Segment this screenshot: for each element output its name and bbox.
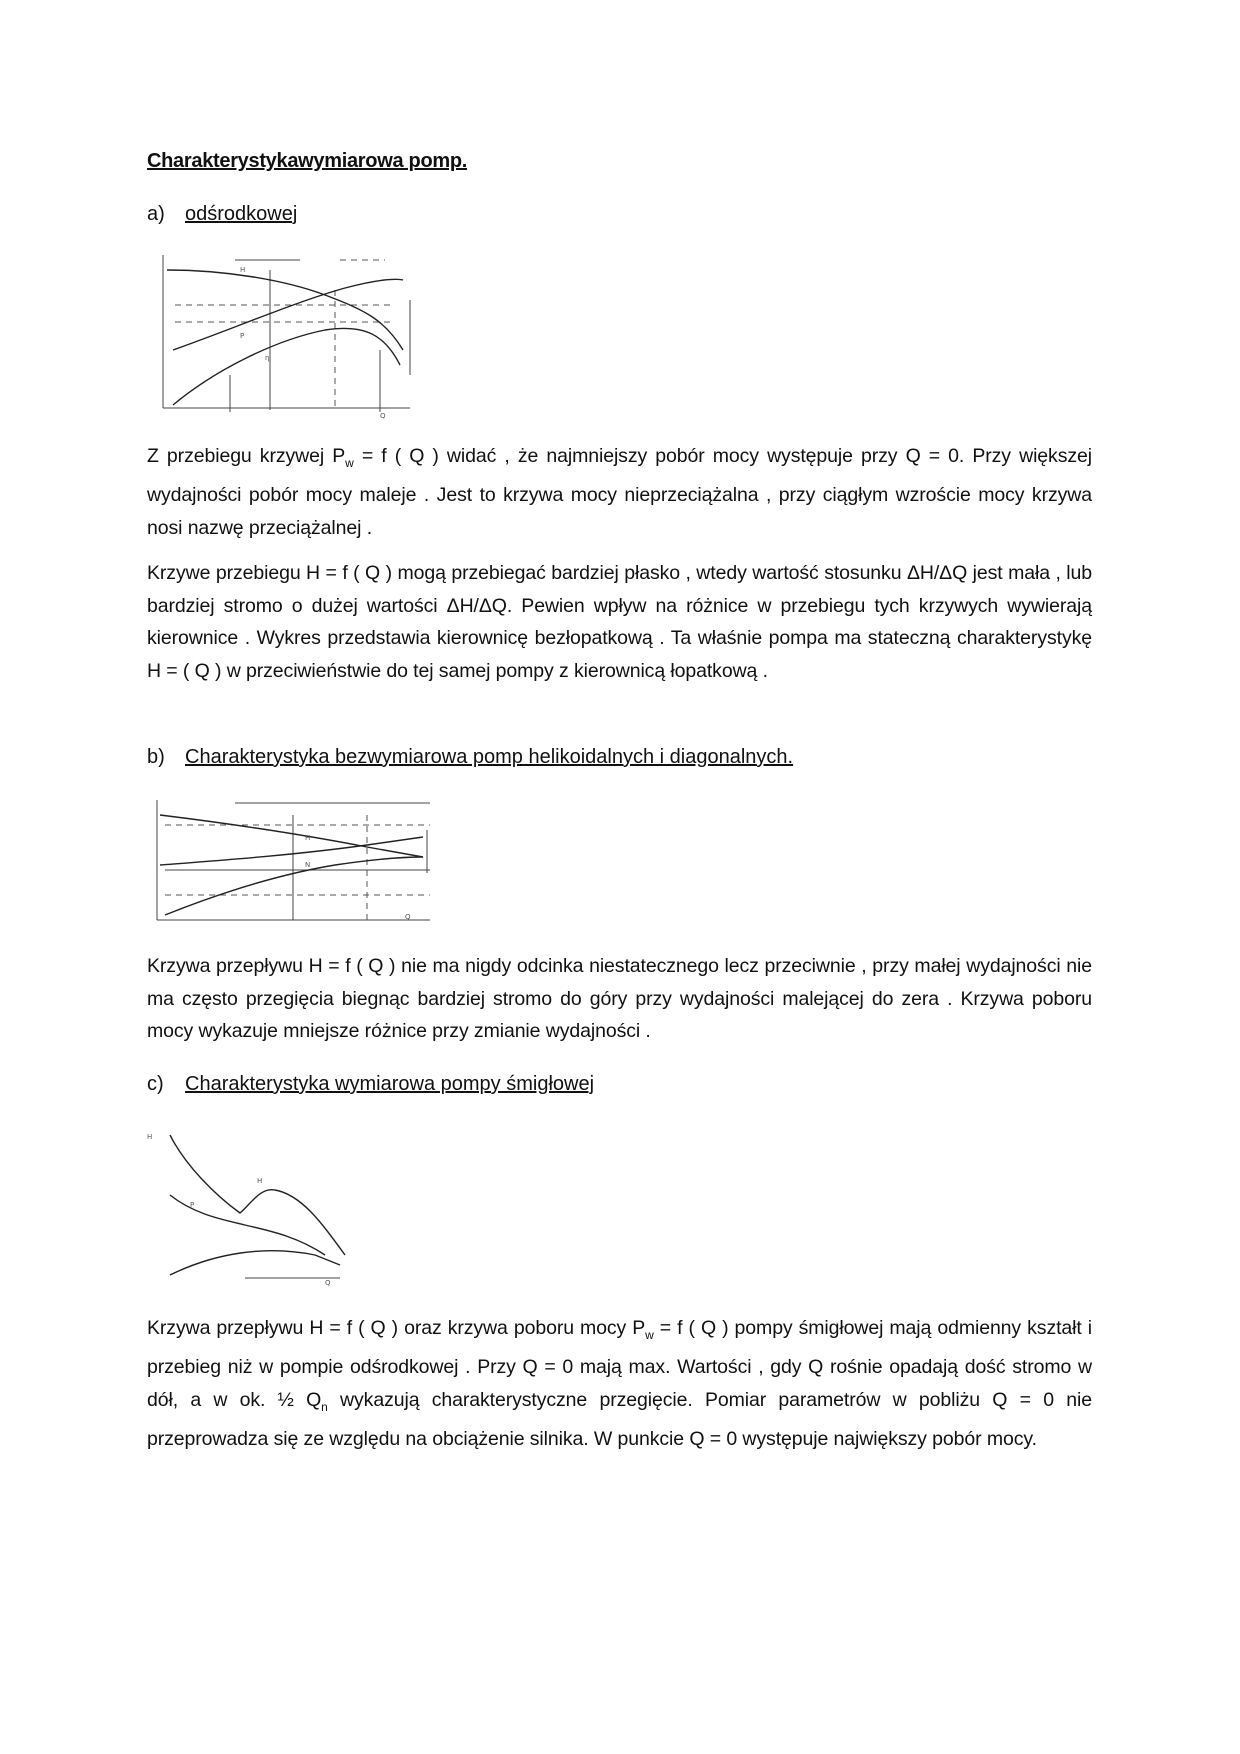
svg-text:Q: Q: [405, 913, 411, 921]
section-a-title: odśrodkowej: [185, 203, 298, 225]
svg-text:H: H: [305, 834, 311, 842]
section-a-marker: a): [147, 203, 165, 225]
figure-propeller-pump-characteristic: [145, 1125, 360, 1295]
section-c-heading: [147, 1073, 594, 1096]
para-c-subscript-2: n: [321, 1399, 328, 1414]
para-a1-subscript: w: [345, 455, 354, 470]
section-b-marker: b): [147, 746, 165, 768]
svg-text:P: P: [190, 1201, 195, 1209]
document-title: Charakterystykawymiarowa pomp.: [147, 150, 468, 172]
svg-text:P: P: [240, 332, 245, 340]
para-c-subscript-1: w: [645, 1327, 654, 1342]
section-c-marker: c): [147, 1073, 164, 1095]
figure-helical-diagonal-pump-characteristic: [145, 795, 435, 925]
section-b-heading: [147, 746, 793, 769]
para-a1-text-2: = f ( Q ) widać , że najmniejszy pobór mocy występuje przy Q = 0. Przy większej wydajności pobór mocy maleje . Jest to krzywa mocy nieprzeciążalna , przy ciągłym wzroście mocy krzywa nosi nazwę przeciążalnej .: [147, 445, 1092, 539]
para-c-text-1: Krzywa przepływu H = f ( Q ) oraz krzywa poboru mocy P: [147, 1317, 646, 1339]
section-a-paragraph-2: Krzywe przebiegu H = f ( Q ) mogą przebiegać bardziej płasko , wtedy wartość stosunku ΔH/ΔQ jest mała , lub bardziej stromo o dużej wartości ΔH/ΔQ. Pewien wpływ na różnice w przebiegu tych krzywych wywierają kierownice . Wykres przedstawia kierownicę bezłopatkową . Ta właśnie pompa ma stateczną charakterystykę H = ( Q ) w przeciwieństwie do tej samej pompy z kierownicą łopatkową .: [147, 562, 1092, 682]
para-c-text-2: = f ( Q ) pompy śmigłowej mają odmienny kształt i przebieg niż w pompie odśrodkowej . Przy Q = 0 mają max. Wartości , gdy Q rośnie opadają dość stromo w dół, a w ok. ½ Q: [147, 1317, 1092, 1411]
figure-centrifugal-pump-characteristic: [145, 250, 415, 420]
svg-text:Q: Q: [325, 1279, 331, 1287]
section-b-title: Charakterystyka bezwymiarowa pomp helikoidalnych i diagonalnych.: [185, 746, 794, 768]
section-a-heading: [147, 203, 297, 226]
para-c-text-3: wykazują charakterystyczne przegięcie. Pomiar parametrów w pobliżu Q = 0 nie przeprowadza się ze względu na obciążenie silnika. W punkcie Q = 0 występuje największy pobór mocy.: [147, 1388, 1092, 1451]
para-a1-text-1: Z przebiegu krzywej P: [147, 445, 346, 467]
svg-text:H: H: [147, 1133, 153, 1141]
section-c-paragraph: [147, 1312, 1092, 1456]
section-c-title: Charakterystyka wymiarowa pompy śmigłowej: [185, 1073, 595, 1095]
svg-text:H: H: [240, 266, 246, 274]
svg-text:Q: Q: [380, 412, 386, 420]
section-a-paragraph-1: [147, 440, 1092, 544]
section-b-paragraph: Krzywa przepływu H = f ( Q ) nie ma nigdy odcinka niestatecznego lecz przeciwnie , przy małej wydajności nie ma często przegięcia biegnąc bardziej stromo do góry przy wydajności malejącej do zera . Krzywa poboru mocy wykazuje mniejsze różnice przy zmianie wydajności .: [147, 955, 1092, 1042]
svg-text:N: N: [305, 861, 311, 869]
svg-text:H: H: [257, 1177, 263, 1185]
svg-text:η: η: [265, 354, 270, 362]
